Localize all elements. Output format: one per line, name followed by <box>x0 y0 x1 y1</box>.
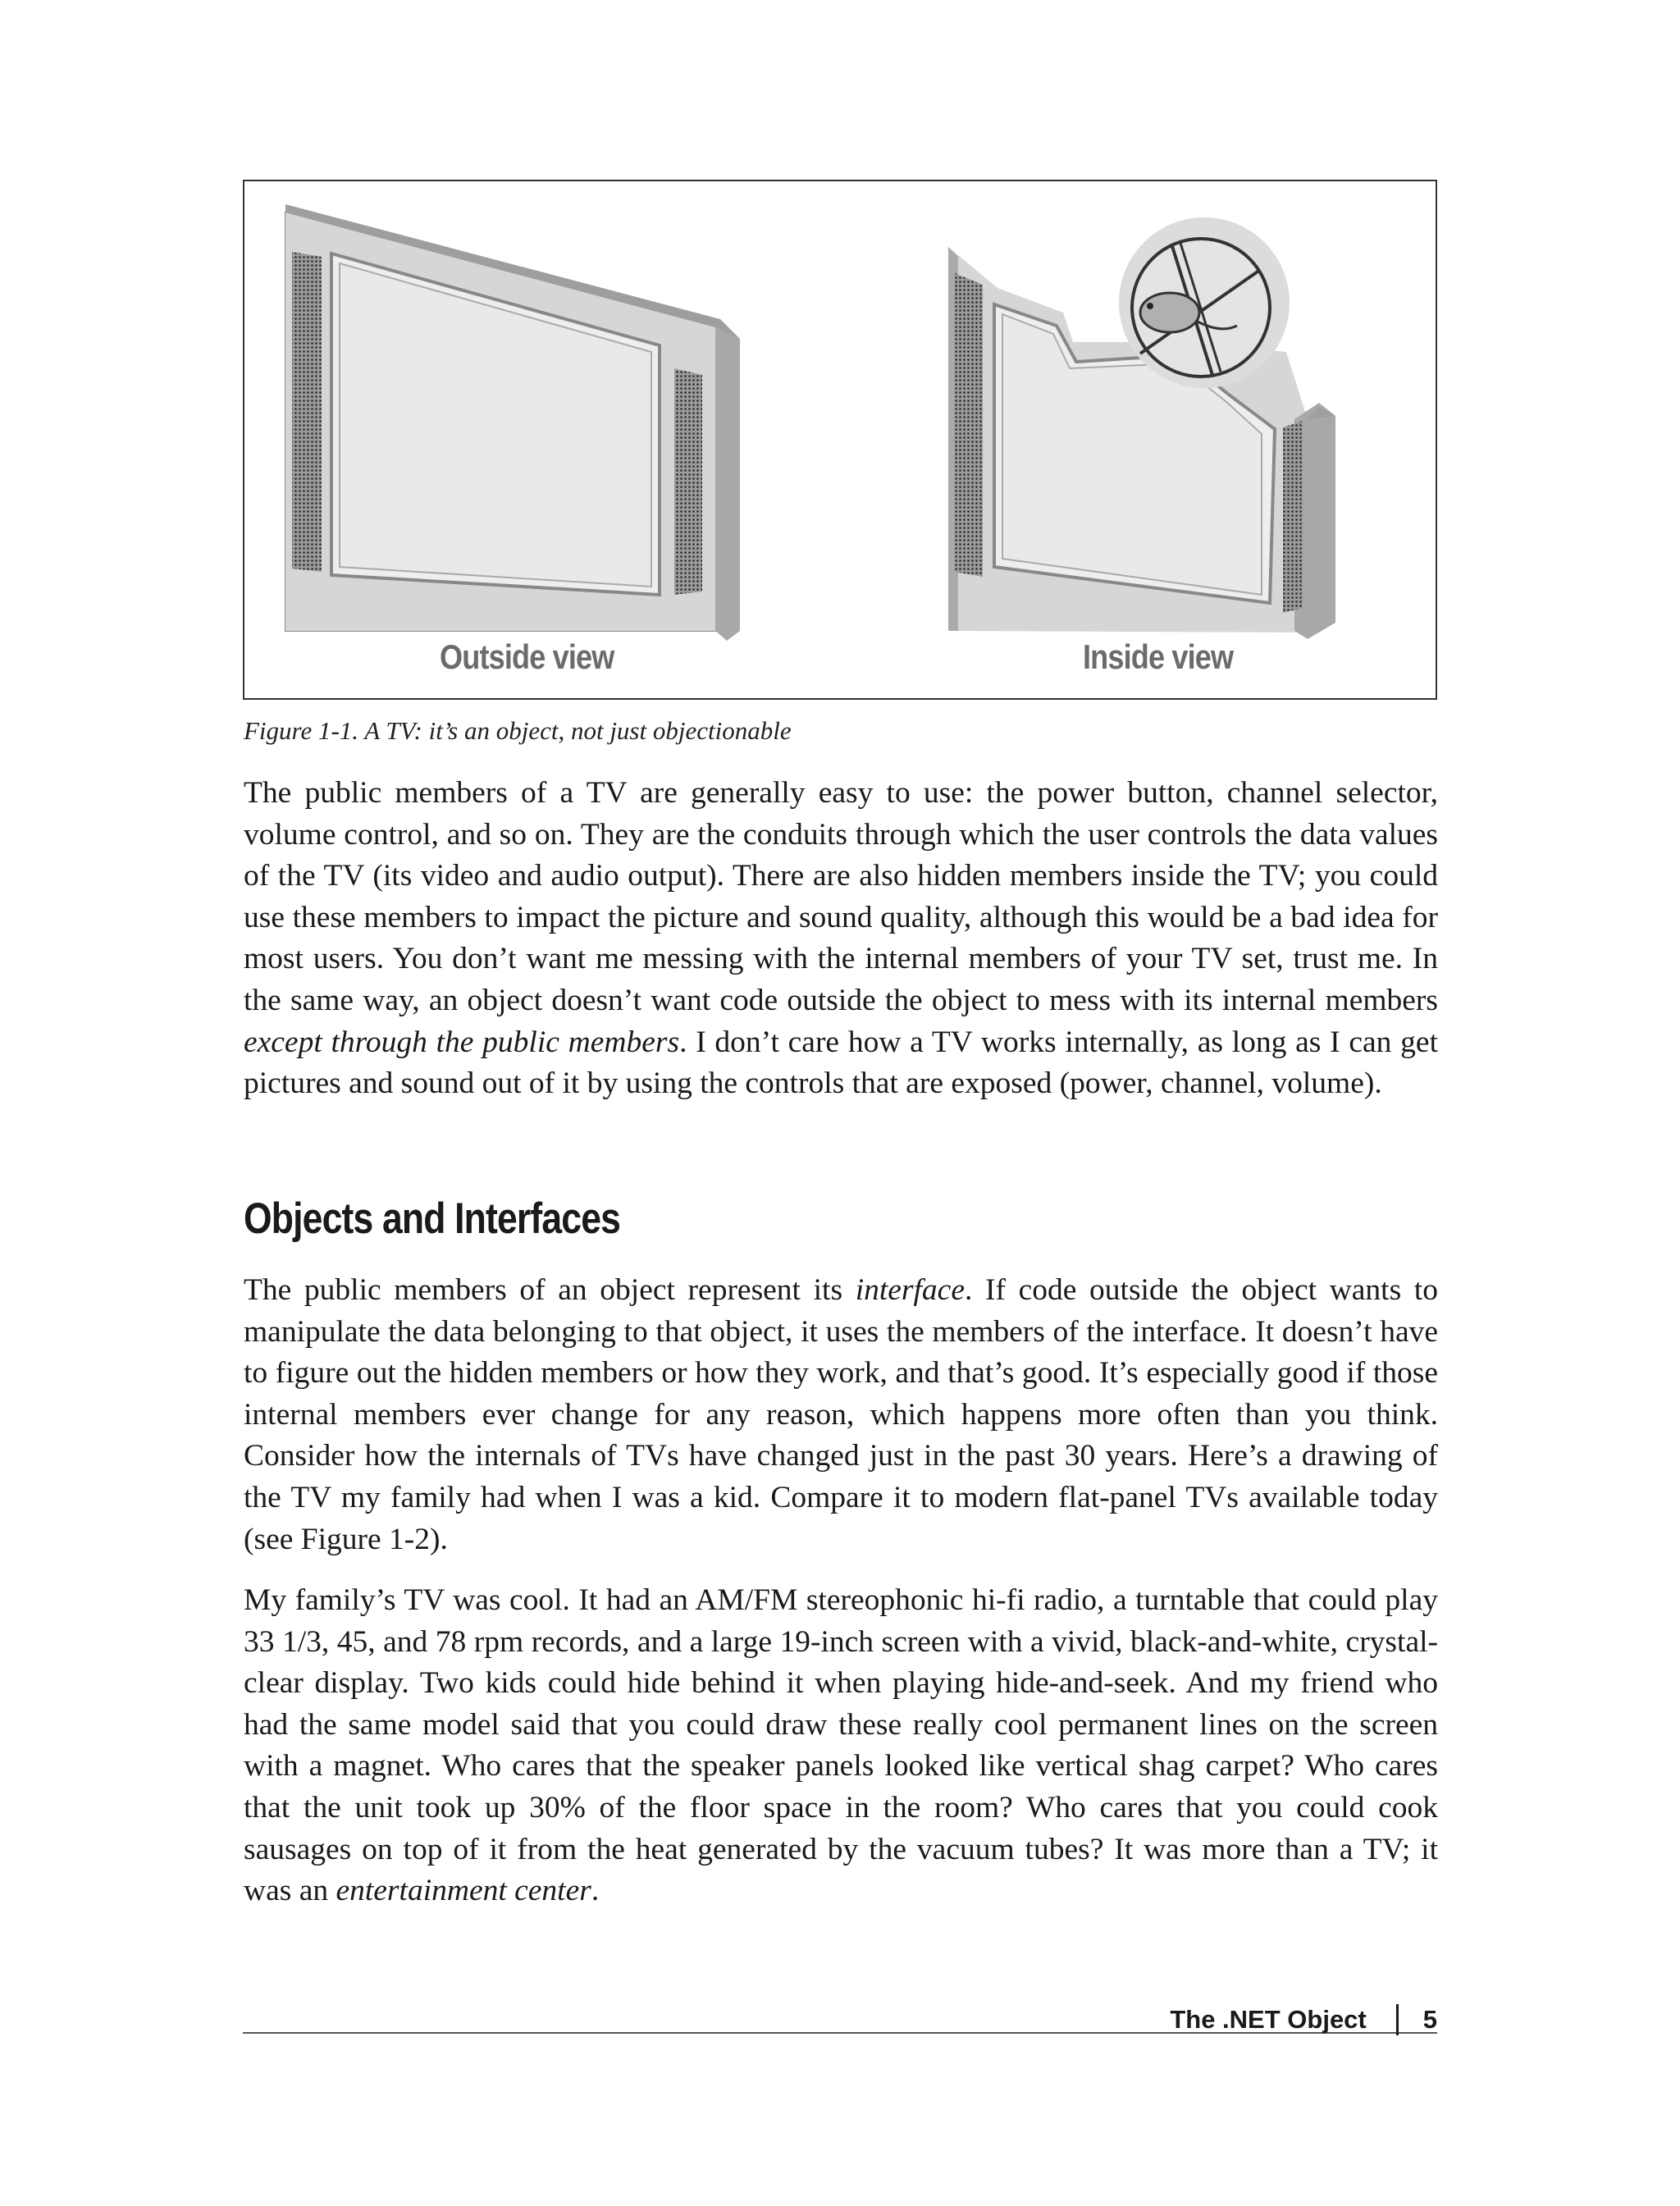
page-footer <box>1170 2003 1437 2036</box>
inside-view-label: Inside view <box>1083 637 1234 676</box>
paragraph-public-members <box>244 773 1438 1105</box>
paragraph-interface <box>244 1270 1438 1560</box>
hamster-icon <box>1140 293 1199 332</box>
outside-view-label: Outside view <box>440 637 614 676</box>
page-number: 5 <box>1422 2005 1437 2034</box>
inside-view-tv <box>948 217 1335 639</box>
running-title: The .NET Object <box>1170 2005 1367 2034</box>
emphasis-text: entertainment center <box>336 1874 591 1908</box>
figure-tv-illustration <box>243 180 1437 700</box>
paragraph-family-tv <box>244 1580 1438 1912</box>
outside-view-tv <box>285 204 740 641</box>
paragraph-text: . I don’t care how a TV works internally, as long as I can get pictures and sound out of it by using the controls that are exposed (power, channel, volume). <box>244 1025 1438 1101</box>
paragraph-text: . <box>591 1874 600 1908</box>
paragraph-text: The public members of an object represent its <box>244 1273 856 1307</box>
tv-illustration-svg <box>244 181 1436 698</box>
paragraph-text: My family’s TV was cool. It had an AM/FM stereophonic hi-fi radio, a turntable that could play 33 1/3, 45, and 78 rpm records, and a large 19-inch screen with a vivid, black-and-white, crystal-clear display. Two kids could hide behind it when playing hide-and-seek. And my friend who had the same model said that you could draw these really cool permanent lines on the screen with a magnet. Who cares that the speaker panels looked like vertical shag carpet? Who cares that the unit took up 30% of the floor space in the room? Who cares that you could cook sausages on top of it from the heat generated by the vacuum tubes? It was more than a TV; it was an <box>244 1583 1438 1908</box>
emphasis-text: except through the public members <box>244 1025 680 1059</box>
emphasis-text: interface <box>855 1273 965 1307</box>
paragraph-text: . If code outside the object wants to manipulate the data belonging to that object, it uses the members of the interface. It doesn’t have to figure out the hidden members or how they work, and that’s good. It’s especially good if those internal members ever change for any reason, which happens more often than you think. Consider how the internals of TVs have changed just in the past 30 years. Here’s a drawing of the TV my family had when I was a kid. Compare it to modern flat-panel TVs available today (see Figure 1-2). <box>244 1273 1438 1556</box>
figure-caption: Figure 1-1. A TV: it’s an object, not just objectionable <box>244 716 792 745</box>
footer-separator <box>1396 2004 1399 2035</box>
section-heading: Objects and Interfaces <box>244 1194 621 1243</box>
paragraph-text: The public members of a TV are generally easy to use: the power button, channel selector, volume control, and so on. They are the conduits through which the user controls the data values of the TV (its video and audio output). There are also hidden members inside the TV; you could use these members to impact the picture and sound quality, although this would be a bad idea for most users. You don’t want me messing with the internal members of your TV set, trust me. In the same way, an object doesn’t want code outside the object to mess with its internal members <box>244 776 1438 1017</box>
